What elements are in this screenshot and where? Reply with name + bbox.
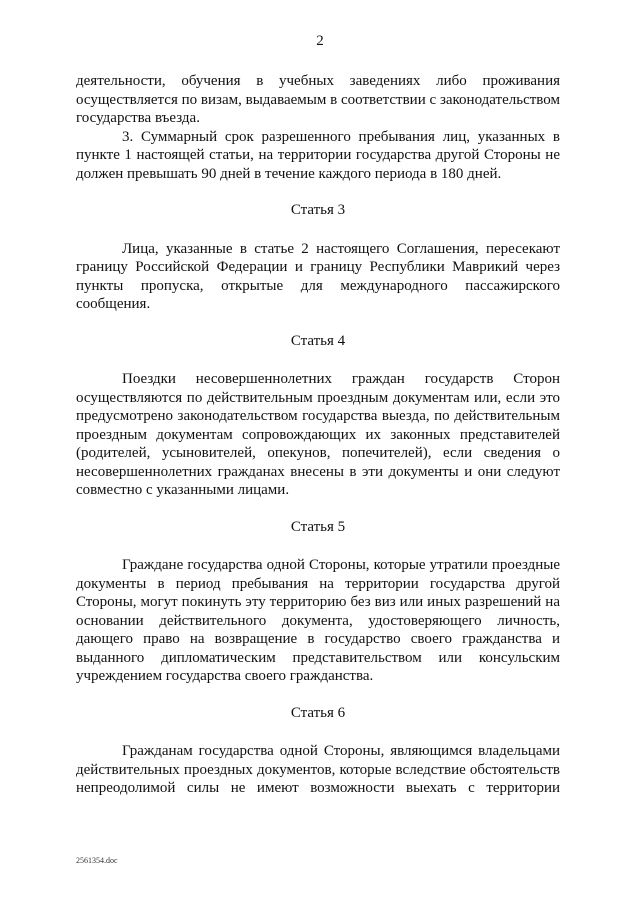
text-line: Поездки несовершеннолетних граждан государств Сторон: [122, 371, 560, 387]
article-4-text: [76, 370, 560, 500]
article-6-text: [76, 742, 560, 798]
text-line: основании действительного документа, удостоверяющего личность,: [76, 612, 560, 629]
text-line: границу Российской Федерации и границу Республики Маврикий через: [76, 259, 560, 275]
text-line: должен превышать 90 дней в течение каждого периода в 180 дней.: [76, 165, 502, 182]
text-line: несовершеннолетних гражданах внесены в эти документы и они следуют: [76, 463, 560, 480]
text-line: совместно с указанными лицами.: [76, 482, 290, 498]
paragraph-continuation: [76, 72, 560, 128]
article-4-heading: Статья 4: [290, 332, 346, 349]
document-body: [76, 72, 560, 798]
text-line: выданного дипломатическим представительством или консульским: [76, 649, 560, 666]
article-6-heading: Статья 6: [290, 704, 346, 721]
text-line: осуществляется по визам, выдаваемым в соответствии с законодательством: [76, 91, 560, 108]
text-line: сообщения.: [76, 296, 151, 312]
text-line: учреждением государства своего гражданства.: [76, 668, 374, 684]
text-line: дающего право на возвращение в государство своего гражданства и: [76, 631, 560, 647]
text-line: деятельности, обучения в учебных заведениях либо проживания: [76, 73, 560, 89]
page-number: 2: [316, 33, 324, 49]
text-line: Лица, указанные в статье 2 настоящего Соглашения, пересекают: [122, 240, 560, 257]
article-5-heading: Статья 5: [290, 518, 346, 535]
text-line: документы в период пребывания на территории государства другой: [76, 575, 560, 592]
text-line: государства въезда.: [76, 110, 200, 126]
article-5-text: [76, 556, 560, 686]
article-3-heading: Статья 3: [290, 202, 346, 218]
text-line: непреодолимой силы не имеют возможности выехать с территории: [76, 780, 560, 796]
text-line: пункты пропуска, открытые для международного пассажирского: [76, 277, 560, 294]
article-3-text: [76, 240, 560, 314]
text-line: Граждане государства одной Стороны, которые утратили проездные: [122, 557, 560, 573]
text-line: предусмотрено законодательством государства выезда, по действительным: [76, 408, 560, 424]
text-line: Стороны, могут покинуть эту территорию без виз или иных разрешений на: [76, 594, 560, 610]
text-line: (родителей, усыновителей, опекунов, попечителей), если сведения о: [76, 445, 560, 461]
paragraph-point-3: [76, 128, 560, 184]
text-line: проездным документам сопровождающих их законных представителей: [76, 426, 560, 443]
text-line: Гражданам государства одной Стороны, являющимся владельцами: [122, 743, 560, 759]
document-file-id: 2561354.doc: [76, 856, 118, 865]
text-line: 3. Суммарный срок разрешенного пребывания лиц, указанных в: [122, 128, 560, 145]
text-line: действительных проездных документов, которые вследствие обстоятельств: [76, 761, 560, 778]
text-line: пункте 1 настоящей статьи, на территории государства другой Стороны не: [76, 147, 560, 163]
text-line: осуществляются по действительным проездным документам или, если это: [76, 389, 560, 406]
